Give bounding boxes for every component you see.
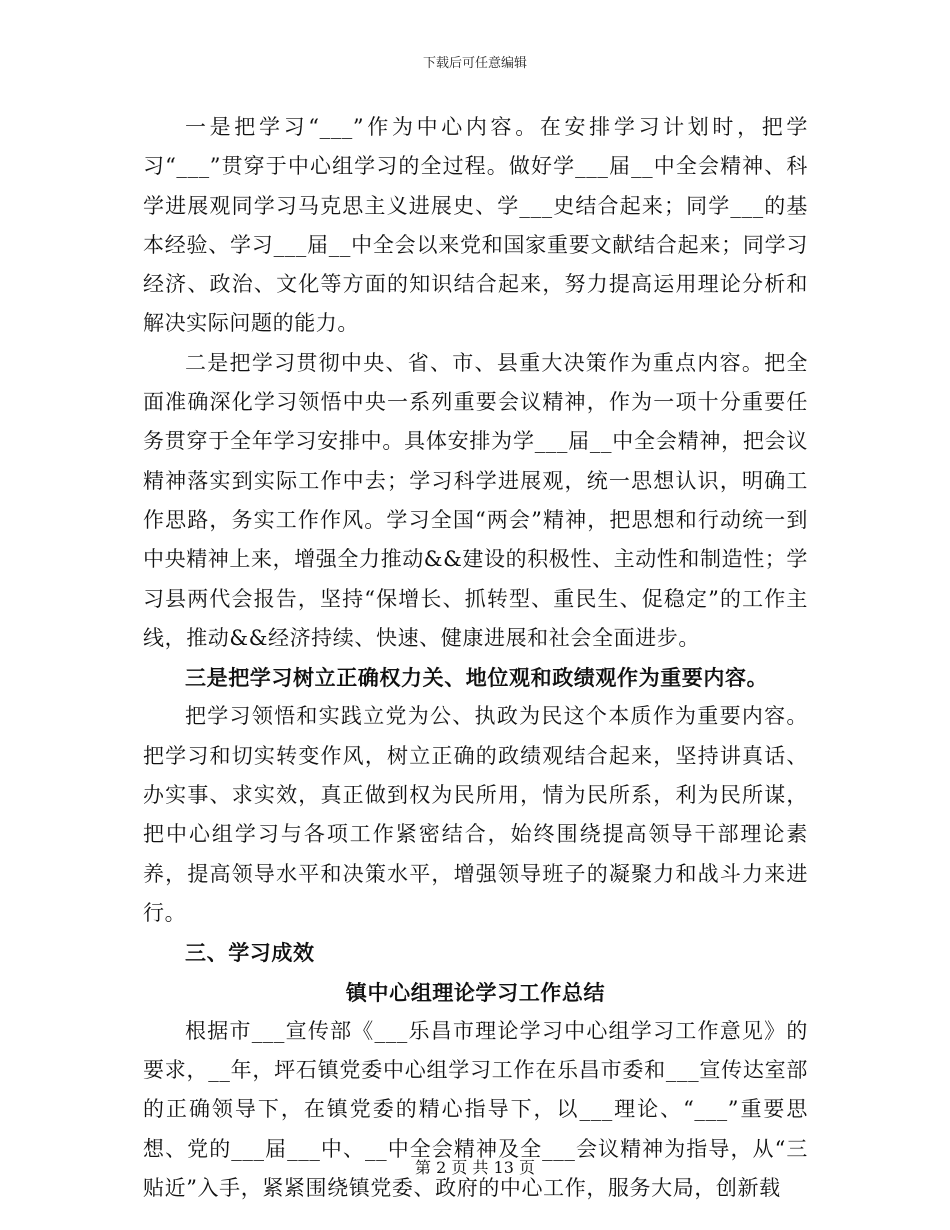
paragraph-1: 一是把学习“___”作为中心内容。在安排学习计划时，把学习“___”贯穿于中心组学习的全过程。做好学___届__中全会精神、科学进展观同学习马克思主义进展史、学___史结合起来；同学___的基本经验、学习___届__中全会以来党和国家重要文献结合起来；同学习经济、政治、文化等方面的知识结合起来，努力提高运用理论分析和解决实际问题的能力。	[143, 115, 808, 336]
page-footer: 第 2 页 共 13 页	[415, 1158, 535, 1177]
section-heading: 三、学习成效	[185, 940, 315, 966]
paragraph-3-heading: 三是把学习树立正确权力关、地位观和政绩观作为重要内容。	[185, 665, 769, 691]
document-body	[143, 108, 808, 1208]
paragraph-4: 把学习领悟和实践立党为公、执政为民这个本质作为重要内容。把学习和切实转变作风，树立正确的政绩观结合起来，坚持讲真话、办实事、求实效，真正做到权为民所用，情为民所系，利为民所谋，把中心组学习与各项工作紧密结合，始终围绕提高领导干部理论素养，提高领导水平和决策水平，增强领导班子的凝聚力和战斗力来进行。	[143, 704, 808, 925]
paragraph-2: 二是把学习贯彻中央、省、市、县重大决策作为重点内容。把全面准确深化学习领悟中央一系列重要会议精神，作为一项十分重要任务贯穿于全年学习安排中。具体安排为学___届__中全会精神，把会议精神落实到实际工作中去；学习科学进展观，统一思想认识，明确工作思路，务实工作作风。学习全国“两会”精神，把思想和行动统一到中央精神上来，增强全力推动&&建设的积极性、主动性和制造性；学习县两代会报告，坚持“保增长、抓转型、重民生、促稳定”的工作主线，推动&&经济持续、快速、健康进展和社会全面进步。	[143, 350, 808, 650]
page-header: 下载后可任意编辑	[422, 56, 527, 71]
paragraph-6: 根据市___宣传部《___乐昌市理论学习中心组学习工作意见》的要求，__年，坪石镇党委中心组学习工作在乐昌市委和___宣传达室部的正确领导下，在镇党委的精心指导下，以___理论、“___”重要思想、党的___届___中、__中全会精神及全___会议精神为指导，从“三贴近”入手，紧紧围绕镇党委、政府的中心工作，服务大局，创新载	[143, 1018, 808, 1201]
document-title: 镇中心组理论学习工作总结	[345, 979, 606, 1005]
